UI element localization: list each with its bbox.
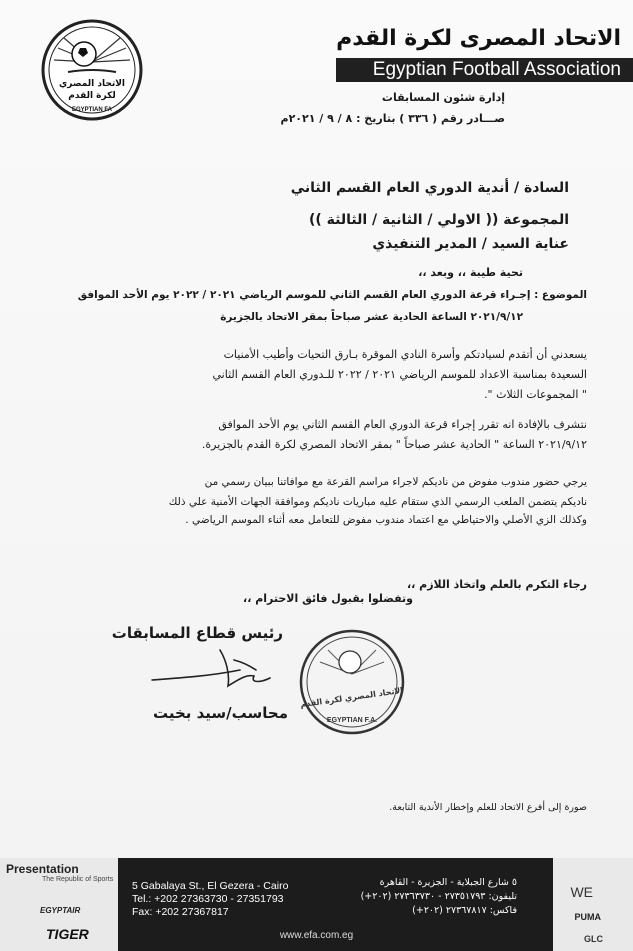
- puma-logo: PUMA: [574, 912, 601, 922]
- paragraph-1-line: " المجموعات الثلاث ".: [484, 388, 587, 401]
- stamp-text-en: EGYPTIAN F.A.: [326, 717, 378, 724]
- subject-line-1: الموضوع : إجـراء قرعة الدوري العام القسم الثاني للموسم الرياضي ٢٠٢١ / ٢٠٢٢ يوم الأحد الموافق: [77, 289, 587, 301]
- paragraph-1-line: السعيدة بمناسبة الاعداد للموسم الرياضي ٢٠٢١ / ٢٠٢٢ للـدوري العام القسم الثاني: [212, 368, 587, 381]
- addressee-group: المجموعة (( الاولي / الثانية / الثالثة )): [308, 212, 569, 228]
- tel-line-en: Tel.: +202 27363730 - 27351793: [132, 893, 284, 905]
- stamp-text-ar: الاتحاد المصري لكرة القدم: [299, 685, 404, 710]
- logo-text-ar-2: لكرة القدم: [68, 91, 116, 101]
- paragraph-3-line: يرجي حضور مندوب مفوض من ناديكم لاجراء مراسم القرعة مع موافاتنا ببيان رسمي من: [204, 476, 587, 488]
- tel-line-ar: تليفون: ٢٧٣٥١٧٩٣ - ٢٧٣٦٣٧٣٠ (٢٠٢+): [360, 891, 517, 902]
- association-title-en: Egyptian Football Association: [372, 59, 621, 80]
- footer-address-en: [132, 880, 288, 919]
- presentation-sports-tagline: The Republic of Sports: [42, 876, 114, 883]
- paragraph-2-line: نتشرف بالإفادة انه تقرر إجراء قرعة الدوري العام القسم الثاني يوم الأحد الموافق: [218, 418, 587, 431]
- paragraph-3-line: وكذلك الزي الأصلي والاحتياطي مع اعتماد مندوب مفوض للتعامل معه أثناء الموسم الرياضي .: [185, 514, 587, 526]
- signatory-name: محاسب/سيد بخيت: [152, 704, 288, 722]
- addressee-attention: عناية السيد / المدير التنفيذي: [372, 236, 569, 252]
- handwritten-signature: [150, 640, 280, 700]
- official-stamp: [298, 628, 406, 736]
- paragraph-3-line: ناديكم يتضمن الملعب الرسمي الذي ستقام عليه مباريات ناديكم وموافقة الجهات الأمنية علي ذلك: [168, 496, 587, 508]
- fax-line-en: Fax: +202 27367817: [132, 906, 229, 918]
- department-label: إدارة شئون المسابقات: [381, 91, 505, 104]
- efa-logo: [40, 18, 144, 122]
- logo-text-en: EGYPTIAN FA: [71, 107, 113, 113]
- addressee-to: السادة / أندية الدوري العام القسم الثاني: [290, 180, 569, 196]
- presentation-sports-logo: Presentation: [6, 862, 79, 876]
- address-line-ar: ٥ شارع الجبلاية - الجزيرة - القاهرة: [379, 877, 517, 888]
- address-line-en: 5 Gabalaya St., El Gezera - Cairo: [132, 880, 289, 892]
- signatory-title: رئيس قطاع المسابقات: [111, 624, 283, 642]
- paragraph-1-line: يسعدني أن أتقدم لسيادتكم وأسرة النادي الموقرة بـارق التحيات وأطيب الأمنيات: [223, 348, 587, 361]
- association-title-ar: الاتحاد المصرى لكرة القدم: [336, 26, 621, 51]
- header-bar: [336, 58, 633, 82]
- logo-text-ar-1: الاتحاد المصري: [59, 79, 125, 89]
- closing-respect: وتفضلوا بقبول فائق الاحترام ،،: [243, 592, 413, 605]
- greeting: تحية طيبة ،، وبعد ،،: [418, 266, 523, 279]
- glc-logo: GLC: [584, 934, 603, 944]
- fax-line-ar: فاكس: ٢٧٣٦٧٨١٧ (٢٠٢+): [412, 905, 517, 916]
- reference-line: صـــادر رقم ( ٣٣٦ ) بتاريخ : ٨ / ٩ / ٢٠٢١م: [280, 112, 505, 125]
- tiger-logo: TIGER: [46, 926, 89, 942]
- footer-address-ar: [361, 876, 517, 918]
- we-logo: WE: [570, 884, 593, 900]
- paragraph-2-line: ٢٠٢١/٩/١٢ الساعة " الحادية عشر صباحاً " بمقر الاتحاد المصري لكرة القدم بالجزيرة.: [201, 438, 587, 451]
- carbon-copy-note: صورة إلى أفرع الاتحاد للعلم وإخطار الأندية التابعة.: [389, 802, 587, 813]
- closing-regards: رجاء التكرم بالعلم واتخاذ اللازم ،،: [406, 578, 587, 591]
- website-url: www.efa.com.eg: [279, 930, 354, 941]
- subject-line-2: ٢٠٢١/٩/١٢ الساعة الحادية عشر صباحاً بمقر الاتحاد بالجزيرة: [220, 311, 523, 323]
- egyptair-logo: EGYPTAIR: [40, 906, 81, 915]
